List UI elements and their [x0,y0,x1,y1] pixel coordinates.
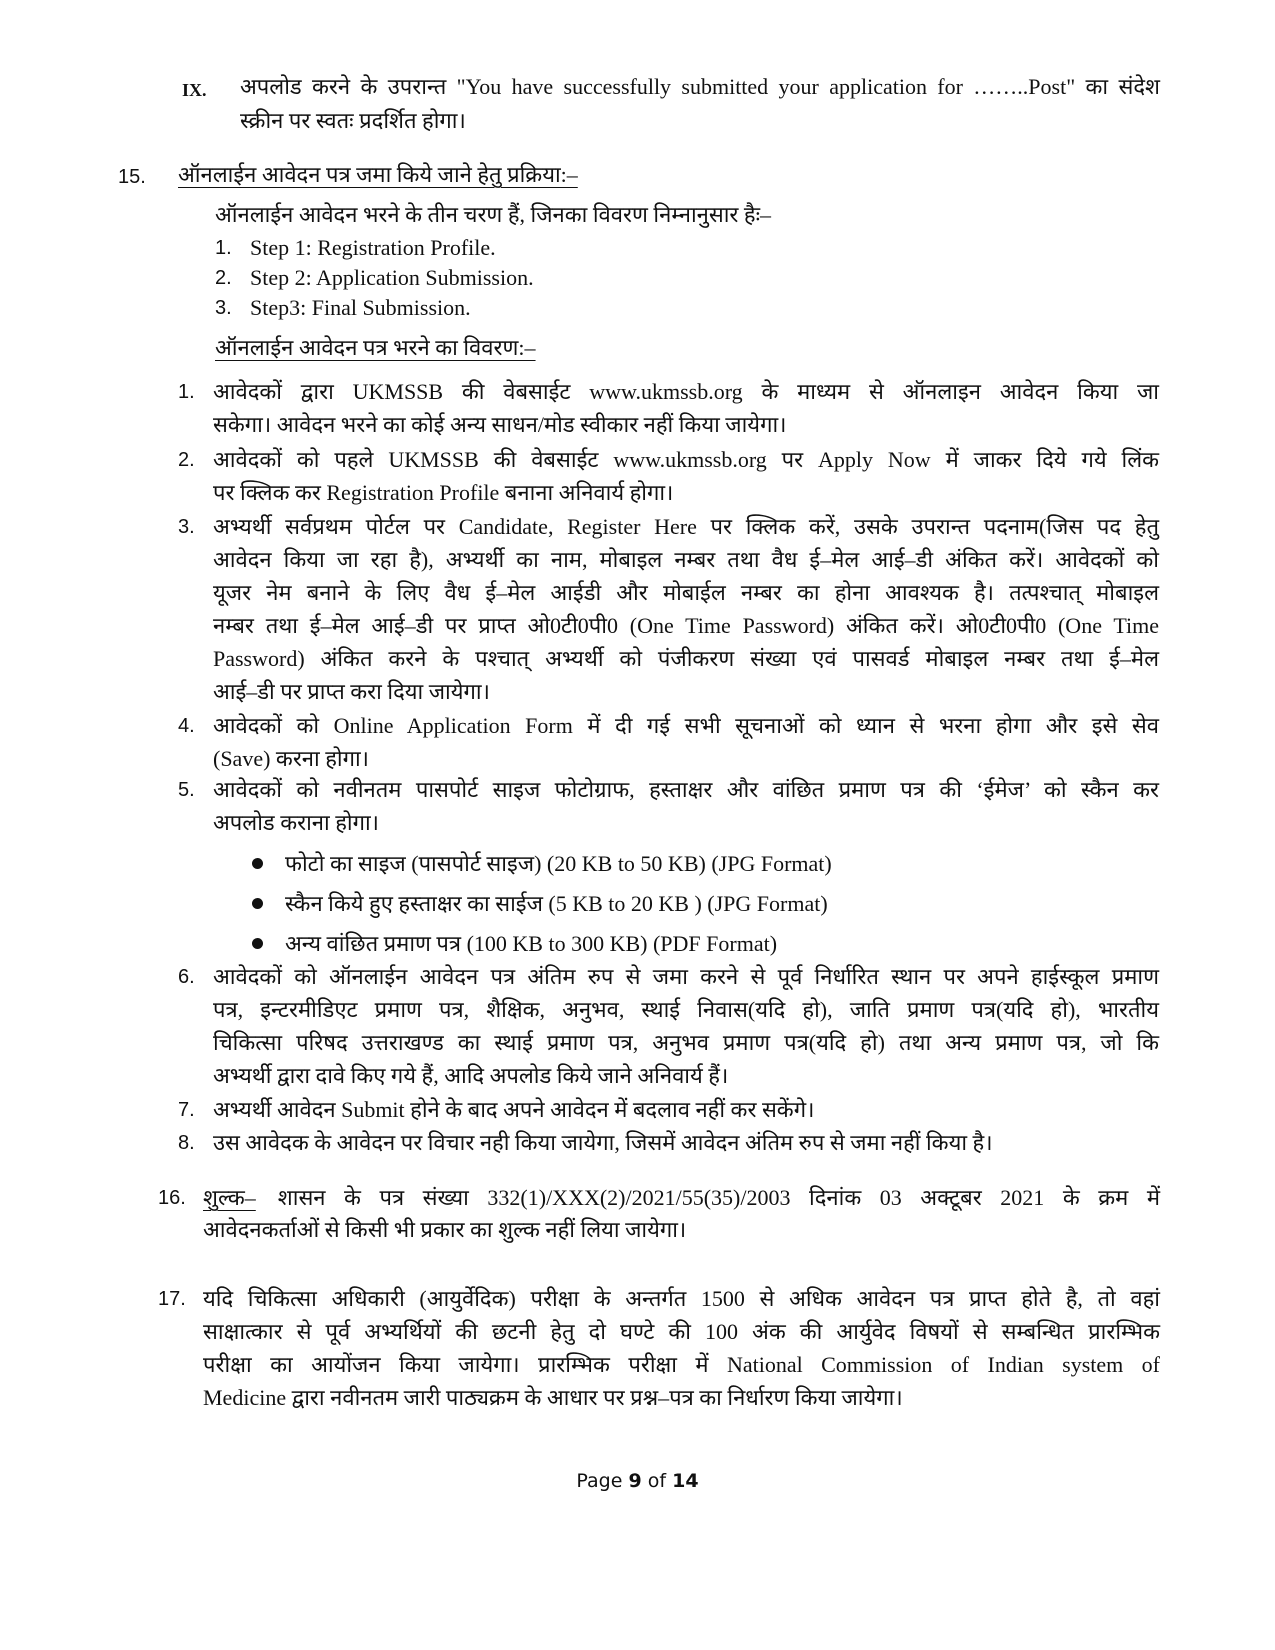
section-16-line: आवेदनकर्ताओं से किसी भी प्रकार का शुल्क नहीं लिया जायेगा। [203,1217,687,1242]
step-number: 1. [215,237,232,259]
point-line: पर क्लिक कर Registration Profile बनाना अनिवार्य होगा। [213,480,674,505]
point-line: अभ्यर्थी द्वारा दावे किए गये हैं, आदि अपलोड किये जाने अनिवार्य हैं। [213,1063,729,1088]
section-15-number: 15. [118,166,146,188]
section-16-number: 16. [158,1187,186,1209]
page-footer [0,1470,1275,1492]
section-17-line: यदि चिकित्सा अधिकारी (आयुर्वेदिक) परीक्षा के अन्तर्गत 1500 से अधिक आवेदन पत्र प्राप्त होते है, तो वहां [203,1286,1160,1311]
section-17-number: 17. [158,1288,186,1310]
point-line: आई–डी पर प्राप्त करा दिया जायेगा। [213,679,490,704]
point-line: अभ्यर्थी सर्वप्रथम पोर्टल पर Candidate, Register Here पर क्लिक करें, उसके उपरान्त पदनाम(जिस पद हेतु [213,514,1159,539]
point-line: यूजर नेम बनाने के लिए वैध ई–मेल आईडी और मोबाईल नम्बर का होना आवश्यक है। तत्पश्चात् मोबाइल [213,580,1159,605]
point-line: अभ्यर्थी आवेदन Submit होने के बाद अपने आवेदन में बदलाव नहीं कर सकेंगे। [213,1097,815,1122]
point-line: आवेदकों को Online Application Form में दी गई सभी सूचनाओं को ध्यान से भरना होगा और इसे सेव [213,713,1159,738]
point-line: Password) अंकित करने के पश्चात् अभ्यर्थी को पंजीकरण संख्या एवं पासवर्ड मोबाइल नम्बर तथा ई–मेल [213,646,1159,671]
point-number: 8. [178,1132,195,1154]
section-15-intro: ऑनलाईन आवेदन भरने के तीन चरण हैं, जिनका विवरण निम्नानुसार हैः– [215,202,772,227]
bullet-icon [252,858,263,869]
current-page-number: 9 [628,1470,642,1492]
point-line: आवेदकों को ऑनलाईन आवेदन पत्र अंतिम रुप से जमा करने से पूर्व निर्धारित स्थान पर अपने हाईस्कूल प्रमाण [213,964,1159,989]
section-15-heading: ऑनलाईन आवेदन पत्र जमा किये जाने हेतु प्रक्रिया:– [178,162,578,187]
section-16-line [203,1183,1160,1213]
point-line: सकेगा। आवेदन भरने का कोई अन्य साधन/मोड स्वीकार नहीं किया जायेगा। [213,412,787,437]
item-ix-line: स्क्रीन पर स्वतः प्रदर्शित होगा। [240,108,466,133]
step-number: 2. [215,267,232,289]
upload-requirement: अन्य वांछित प्रमाण पत्र (100 KB to 300 KB) (PDF Format) [285,931,778,956]
page-of-label: of [641,1470,673,1492]
page-label: Page [576,1470,629,1492]
section-16-text: शासन के पत्र संख्या 332(1)/XXX(2)/2021/55(35)/2003 दिनांक 03 अक्टूबर 2021 के क्रम में [277,1185,1160,1210]
point-number: 4. [178,715,195,737]
point-number: 2. [178,449,195,471]
point-line: आवेदन किया जा रहा है), अभ्यर्थी का नाम, मोबाइल नम्बर तथा वैध ई–मेल आई–डी अंकित करें। आवेदकों को [213,547,1159,572]
point-line: आवेदकों को नवीनतम पासपोर्ट साइज फोटोग्राफ, हस्ताक्षर और वांछित प्रमाण पत्र की ‘ईमेज’ को स्कैन कर [213,777,1159,802]
point-line: आवेदकों को पहले UKMSSB की वेबसाईट www.ukmssb.org पर Apply Now में जाकर दिये गये लिंक [213,447,1159,472]
bullet-icon [252,898,263,909]
section-17-line: परीक्षा का आयोंजन किया जायेगा। प्रारम्भिक परीक्षा में National Commission of Indian system of [203,1352,1160,1377]
upload-requirement: फोटो का साइज (पासपोर्ट साइज) (20 KB to 50 KB) (JPG Format) [285,851,832,876]
point-line: (Save) करना होगा। [213,746,370,771]
upload-requirement: स्कैन किये हुए हस्ताक्षर का साईज (5 KB to 20 KB ) (JPG Format) [285,891,828,916]
point-number: 3. [178,516,195,538]
point-number: 7. [178,1099,195,1121]
section-17-line: Medicine द्वारा नवीनतम जारी पाठ्यक्रम के आधार पर प्रश्न–पत्र का निर्धारण किया जायेगा। [203,1385,903,1410]
point-line: पत्र, इन्टरमीडिएट प्रमाण पत्र, शैक्षिक, अनुभव, स्थाई निवास(यदि हो), जाति प्रमाण पत्र(यदि हो), भारतीय [213,997,1159,1022]
point-line: अपलोड कराना होगा। [213,810,379,835]
point-number: 5. [178,779,195,801]
item-ix-line: अपलोड करने के उपरान्त "You have successfully submitted your application for ……..Post" का संदेश [240,74,1160,99]
point-number: 6. [178,966,195,988]
bullet-icon [252,938,263,949]
total-pages-number: 14 [672,1470,699,1492]
item-ix-marker: IX. [182,80,207,100]
point-line: आवेदकों द्वारा UKMSSB की वेबसाईट www.ukmssb.org के माध्यम से ऑनलाइन आवेदन किया जा [213,379,1159,404]
section-17-line: साक्षात्कार से पूर्व अभ्यर्थियों की छटनी हेतु दो घण्टे की 100 अंक की आर्युवेद विषयों से सम्बन्धित प्रारम्भिक [203,1319,1160,1344]
section-15-subheading: ऑनलाईन आवेदन पत्र भरने का विवरण:– [215,335,536,360]
step-text: Step 1: Registration Profile. [250,235,496,260]
point-number: 1. [178,381,195,403]
step-text: Step 2: Application Submission. [250,265,534,290]
section-16-label: शुल्क– [203,1185,256,1210]
point-line: चिकित्सा परिषद उत्तराखण्ड का स्थाई प्रमाण पत्र, अनुभव प्रमाण पत्र(यदि हो) तथा अन्य प्रमाण पत्र, जो कि [213,1030,1159,1055]
step-text: Step3: Final Submission. [250,295,471,320]
point-line: उस आवेदक के आवेदन पर विचार नही किया जायेगा, जिसमें आवेदन अंतिम रुप से जमा नहीं किया है। [213,1130,993,1155]
point-line: नम्बर तथा ई–मेल आई–डी पर प्राप्त ओ0टी0पी0 (One Time Password) अंकित करें। ओ0टी0पी0 (One Time [213,613,1159,638]
step-number: 3. [215,297,232,319]
